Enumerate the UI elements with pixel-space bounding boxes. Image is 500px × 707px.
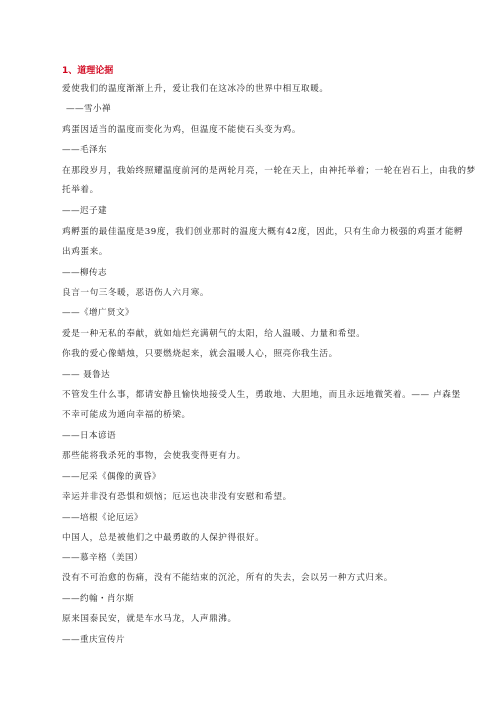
- quote-attribution: ——日本谚语: [62, 431, 116, 441]
- quote-text: 鸡蛋因适当的温度而变化为鸡，但温度不能使石头变为鸡。: [62, 125, 302, 135]
- quote-attribution: ——尼采《偶像的黄昏》: [62, 472, 161, 482]
- quote-text: 爱使我们的温度渐渐上升，爱让我们在这冰冷的世界中相互取暖。: [62, 84, 329, 94]
- quote-text: 不管发生什么事，都请安静且愉快地接受人生，勇敢地、大胆地，而且永远地微笑着。—— 卢森堡: [62, 390, 461, 400]
- quote-attribution: ——重庆宣传片: [62, 635, 125, 645]
- quote-text: 那些能将我杀死的事物，会使我变得更有力。: [62, 451, 246, 461]
- quote-attribution: ——迟子建: [62, 206, 107, 216]
- quote-attribution: ——雪小禅: [66, 104, 111, 114]
- quote-attribution: ——《增广贤文》: [62, 308, 134, 318]
- quote-text: 良言一句三冬暖，恶语伤人六月寒。: [62, 288, 210, 298]
- quote-attribution: ——培根《论厄运》: [62, 513, 143, 523]
- quote-attribution: ——慕辛格（美国）: [62, 553, 143, 563]
- section-heading: 1、道理论据: [62, 66, 114, 76]
- quote-text: 在那段岁月，我始终照耀温度前河的是两轮月亮，一轮在天上，由神托举着；一轮在岩石上，由我的梦: [62, 166, 476, 176]
- quote-attribution: —— 聂鲁达: [62, 370, 111, 380]
- quote-text: 你我的爱心像蜡烛，只要燃烧起来，就会温暖人心，照亮你我生活。: [62, 349, 338, 359]
- quote-text: 爱是一种无私的奉献，就如灿烂充满朝气的太阳，给人温暖、力量和希望。: [62, 329, 366, 339]
- quote-text: 幸运并非没有恐惧和烦恼；厄运也决非没有安慰和希望。: [62, 492, 292, 502]
- quote-text: 鸡孵蛋的最佳温度是39度，我们创业那时的温度大概有42度，因此，只有生命力极强的鸡蛋才能孵: [62, 227, 464, 237]
- quote-text: 不幸可能成为通向幸福的桥梁。: [62, 410, 191, 420]
- quote-text: 没有不可治愈的伤痛，没有不能结束的沉沦，所有的失去，会以另一种方式归来。: [62, 573, 393, 583]
- quote-text-continued: 托举着。: [62, 185, 99, 195]
- quote-text: 原来国泰民安，就是车水马龙，人声鼎沸。: [62, 614, 237, 624]
- quote-attribution: ——毛泽东: [62, 145, 107, 155]
- quote-text: 中国人，总是被他们之中最勇敢的人保护得很好。: [62, 533, 265, 543]
- quote-attribution: ——柳传志: [62, 268, 107, 278]
- quote-text-continued: 出鸡蛋来。: [62, 247, 108, 257]
- quote-attribution: ——约翰・肖尔斯: [62, 594, 134, 604]
